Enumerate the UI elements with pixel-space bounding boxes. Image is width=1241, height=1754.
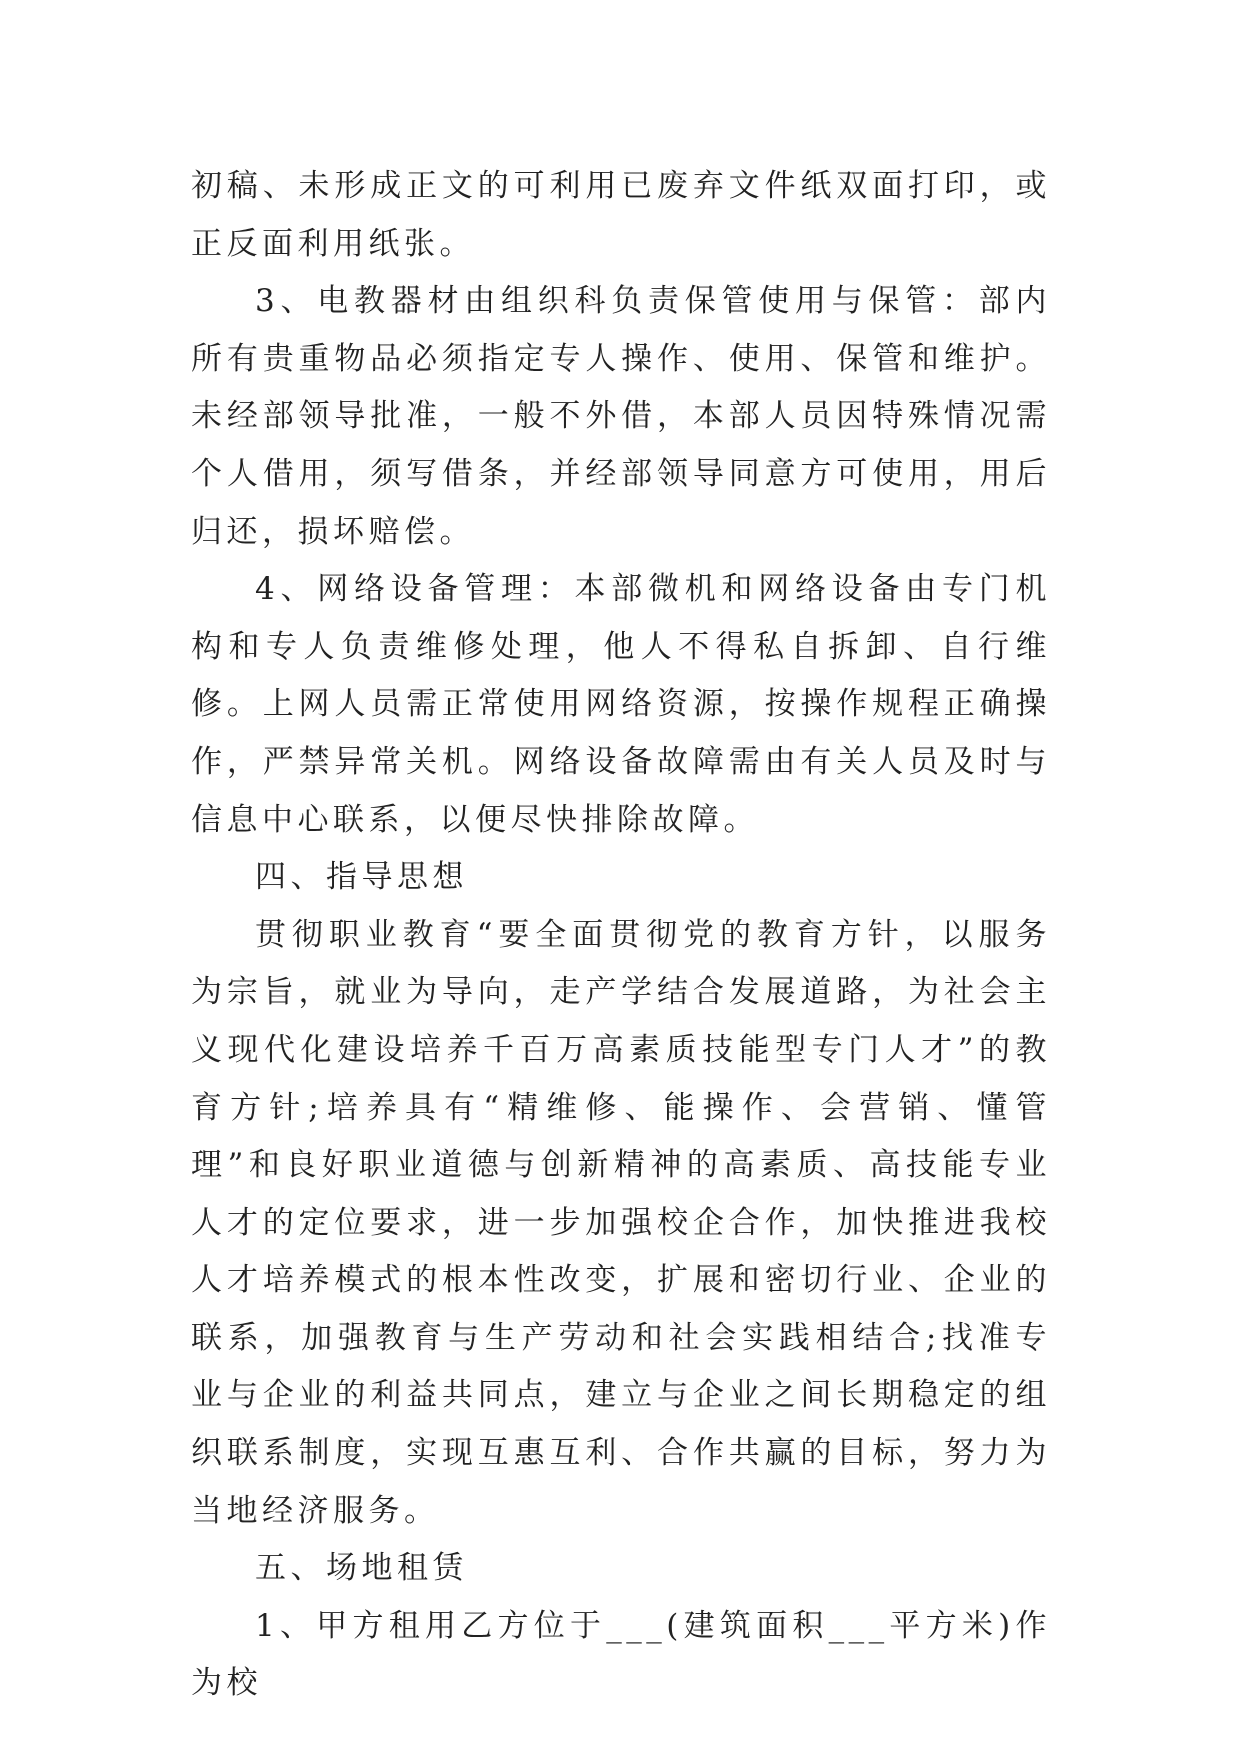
section-heading-guiding-ideology: 四、指导思想 [255, 859, 468, 896]
paragraph-continuation: 初稿、未形成正文的可利用已废弃文件纸双面打印，或正反面利用纸张。 [191, 168, 1051, 262]
paragraph-network: 4、网络设备管理：本部微机和网络设备由专门机构和专人负责维修处理，他人不得私自拆卸、自行维修。上网人员需正常使用网络资源，按操作规程正确操作，严禁异常关机。网络设备故障需由有关人员及时与信息中心联系，以便尽快排除故障。 [191, 571, 1051, 838]
paragraph-equipment: 3、电教器材由组织科负责保管使用与保管：部内所有贵重物品必须指定专人操作、使用、保管和维护。未经部领导批准，一般不外借，本部人员因特殊情况需个人借用，须写借条，并经部领导同意方可使用，用后归还，损坏赔偿。 [191, 283, 1051, 550]
section-heading-venue-lease: 五、场地租赁 [255, 1550, 468, 1587]
paragraph-guiding-ideology: 贯彻职业教育“要全面贯彻党的教育方针，以服务为宗旨，就业为导向，走产学结合发展道路，为社会主义现代化建设培养千百万高素质技能型专门人才”的教育方针;培养具有“精维修、能操作、会营销、懂管理”和良好职业道德与创新精神的高素质、高技能专业人才的定位要求，进一步加强校企合作，加快推进我校人才培养模式的根本性改变，扩展和密切行业、企业的联系，加强教育与生产劳动和社会实践相结合;找准专业与企业的利益共同点，建立与企业之间长期稳定的组织联系制度，实现互惠互利、合作共赢的目标，努力为当地经济服务。 [191, 916, 1051, 1529]
paragraph-lease-1: 1、甲方租用乙方位于___(建筑面积___平方米)作为校 [191, 1607, 1051, 1702]
document-body [191, 158, 1051, 1713]
